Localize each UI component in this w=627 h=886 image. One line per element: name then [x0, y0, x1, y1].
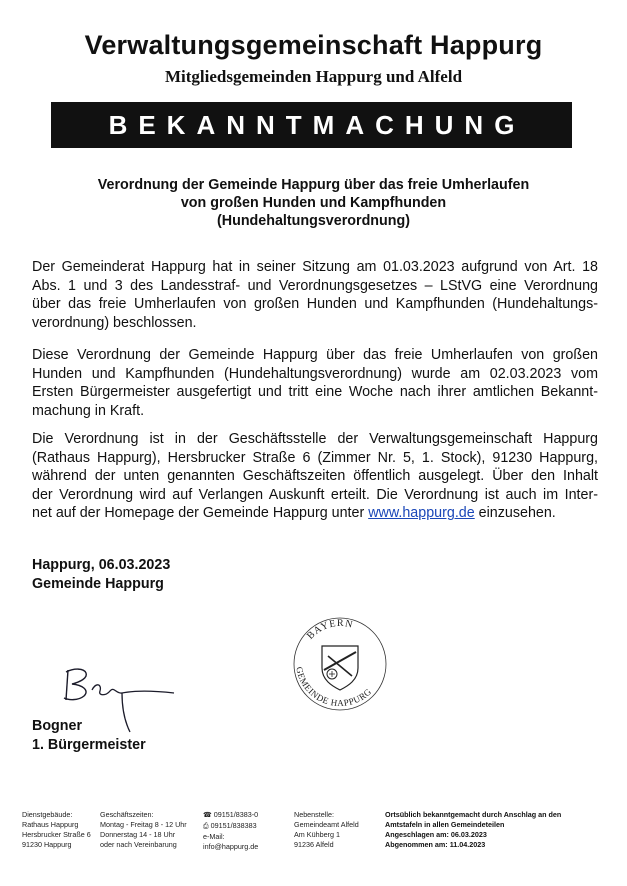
place-and-date [32, 556, 170, 594]
footer-line: Am Kühberg 1 [294, 830, 340, 839]
footer-branch-label: Nebenstelle: [294, 810, 334, 819]
footer-fax: 09151/838383 [210, 821, 257, 830]
regulation-title-line: (Hundehaltungsverordnung) [217, 213, 410, 229]
signer-title: 1. Bürgermeister [32, 737, 146, 753]
paragraph-line: Der Gemeinderat Happurg hat in seiner Sitzung am 01.03.2023 aufgrund von Art. 18 [32, 259, 598, 275]
signer-block [32, 717, 146, 755]
footer-office-label: Dienstgebäude: [22, 810, 73, 819]
footer-line: Gemeindeamt Alfeld [294, 820, 359, 829]
paragraph-line: (Rathaus Happurg), Hersbrucker Straße 6 (Zimmer Nr. 5, 1. Stock), 91230 Happurg, [32, 449, 598, 466]
paragraph-line: Diese Verordnung der Gemeinde Happurg über das freie Umherlaufen von großen [32, 347, 598, 363]
fax-icon: ⎙ [203, 823, 209, 830]
paragraph-line: über das freie Umherlaufen von großen Hunden und Kampfhunden (Hundehaltungs- [32, 296, 598, 313]
svg-text:GEMEINDE HAPPURG: GEMEINDE HAPPURG [294, 665, 374, 709]
footer-email: info@happurg.de [203, 842, 259, 851]
footer-hours-label: Geschäftszeiten: [100, 810, 154, 819]
paragraph-line: Abs. 1 und 3 des Landesstraf- und Verordnungsgesetzes – LStVG eine Verordnung [32, 277, 598, 294]
announcement-banner [51, 102, 572, 148]
organization-title: Verwaltungsgemeinschaft Happurg [84, 30, 543, 60]
paragraph-line: verordnung) beschlossen. [32, 314, 197, 331]
footer-line: 91230 Happurg [22, 840, 72, 849]
paragraph-line: während der unten genannten Geschäftszeiten öffentlich ausgelegt. Über den Inhalt [32, 468, 598, 485]
footer-posting-notice [385, 810, 561, 850]
footer-line: Donnerstag 14 - 18 Uhr [100, 830, 176, 839]
municipal-seal-icon [282, 612, 398, 712]
footer-line: 91236 Alfeld [294, 840, 334, 849]
paragraph-line: Ersten Bürgermeister ausgefertigt und tritt eine Woche nach ihrer amtlichen Bekannt- [32, 384, 598, 401]
paragraph-line: der Verordnung wird auf Verlangen Auskunft erteilt. Die Verordnung ist auch im Inter- [32, 486, 598, 503]
footer-removed-date: Abgenommen am: 11.04.2023 [385, 840, 486, 849]
footer-office-hours [100, 810, 187, 850]
homepage-link[interactable]: www.happurg.de [368, 505, 475, 522]
footer-line: Hersbrucker Straße 6 [22, 830, 91, 839]
footer-line: oder nach Vereinbarung [100, 840, 177, 849]
effective-date-paragraph [32, 346, 598, 420]
footer-email-label: e-Mail: [203, 832, 225, 841]
footer-line: Montag - Freitag 8 - 12 Uhr [100, 820, 187, 829]
regulation-title [0, 176, 627, 230]
paragraph-line: machung in Kraft. [32, 402, 145, 419]
regulation-title-line: Verordnung der Gemeinde Happurg über das freie Umherlaufen [97, 177, 530, 193]
issuing-municipality: Gemeinde Happurg [32, 576, 164, 592]
inspection-paragraph [32, 430, 598, 523]
resolution-paragraph [32, 258, 598, 332]
signer-name: Bogner [32, 718, 83, 734]
footer-line: Ortsüblich bekanntgemacht durch Anschlag an den [385, 810, 562, 819]
footer-branch-office [294, 810, 359, 850]
footer-phone: 09151/8383-0 [213, 810, 259, 819]
telephone-icon: ☎ [203, 812, 212, 819]
footer-fax-row [203, 821, 258, 832]
footer-posted-date: Angeschlagen am: 06.03.2023 [385, 830, 487, 839]
paragraph-line: Die Verordnung ist in der Geschäftsstelle der Verwaltungsgemeinschaft Happurg [32, 431, 598, 447]
footer-office-address [22, 810, 91, 850]
svg-text:BAYERN: BAYERN [304, 617, 355, 642]
regulation-title-line: von großen Hunden und Kampfhunden [180, 195, 447, 211]
footer-line: Rathaus Happurg [22, 820, 79, 829]
paragraph-line [32, 504, 598, 523]
announcement-banner-text: BEKANNTMACHUNG [108, 109, 526, 140]
footer-line: Amtstafeln in allen Gemeindeteilen [385, 820, 505, 829]
footer-phone-row [203, 810, 258, 821]
paragraph-line: Hunden und Kampfhunden (Hundehaltungsverordnung) wurde am 02.03.2023 vom [32, 365, 598, 382]
place-date-line: Happurg, 06.03.2023 [32, 557, 171, 573]
paragraph-line-text: net auf der Homepage der Gemeinde Happurg unter [32, 505, 369, 522]
paragraph-line-text: einzusehen. [474, 505, 556, 522]
member-municipalities-subtitle: Mitgliedsgemeinden Happurg und Alfeld [164, 67, 463, 86]
footer-contact [203, 810, 258, 852]
